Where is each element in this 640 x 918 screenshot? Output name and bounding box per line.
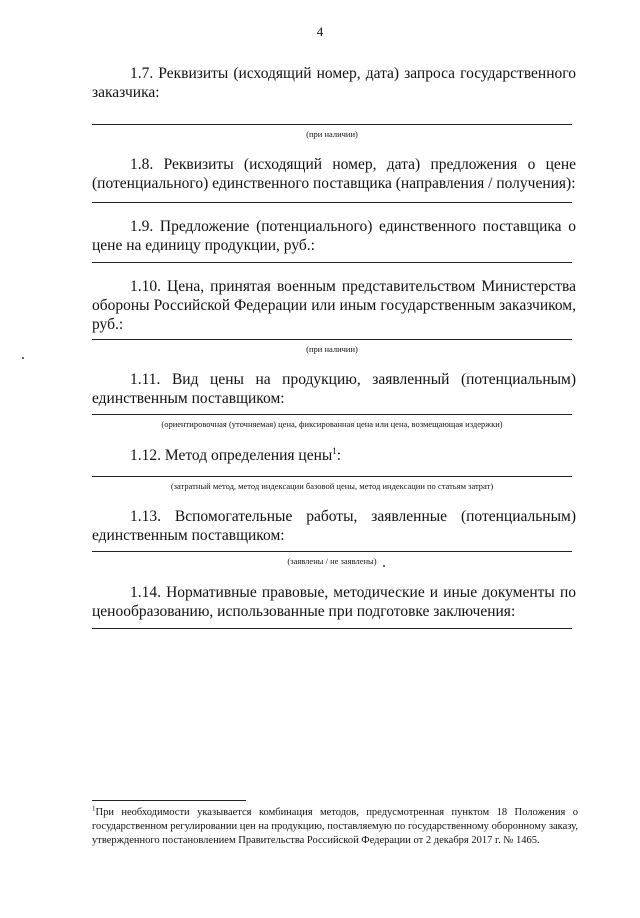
section-1-14-fill-line [92,628,572,629]
page-number: 4 [316,24,324,39]
section-1-10-hint: (при наличии) [306,344,358,354]
footnote-separator [92,800,246,801]
section-1-7-text: 1.7. Реквизиты (исходящий номер, дата) запроса государственного заказчика: [92,65,576,101]
footnote-text: При необходимости указывается комбинация методов, предусмотренная пунктом 18 Положения о государственном регулировании цен на продукцию, поставляемую по государственному оборонному заказу, утвержденного постановлением Правительства Российской Федерации от 2 декабря 2017 г. № 1465. [92,807,578,846]
footnote-mark: 1 [92,804,96,813]
footnote-reference-mark[interactable]: 1 [332,445,337,456]
section-1-11-fill-line [92,414,572,415]
scan-speck [383,565,385,567]
section-1-10-text: 1.10. Цена, принятая военным представительством Министерства обороны Российской Федерации или иным государственным заказчиком, руб.: [92,278,576,333]
section-1-7-fill-line [92,124,572,125]
section-1-10-fill-line [92,339,572,340]
section-1-12-suffix: : [336,447,342,464]
section-1-12-hint: (затратный метод, метод индексации базовой цены, метод индексации по статьям затрат) [170,481,494,491]
section-1-12-label: 1.12. Метод определения цены [130,447,333,464]
section-1-13-fill-line [92,551,572,552]
section-1-12-fill-line [92,476,572,477]
section-1-13-hint: (заявлены / не заявлены) [287,556,377,566]
section-1-11-text: 1.11. Вид цены на продукцию, заявленный (потенциальным) единственным поставщиком: [92,371,576,407]
section-1-8-fill-line [92,202,572,203]
scan-speck [22,357,24,359]
section-1-13-text: 1.13. Вспомогательные работы, заявленные (потенциальным) единственным поставщиком: [92,508,576,544]
section-1-12-text [92,446,576,465]
section-1-9-fill-line [92,262,572,263]
section-1-14-text: 1.14. Нормативные правовые, методические и иные документы по ценообразованию, использованные при подготовке заключения: [92,584,576,620]
section-1-11-hint: (ориентировочная (уточняемая) цена, фиксированная цена или цена, возмещающая издержки) [161,419,503,429]
section-1-8-text: 1.8. Реквизиты (исходящий номер, дата) предложения о цене (потенциального) единственного поставщика (направления / получения): [92,156,576,192]
footnote [92,806,578,848]
section-1-9-text: 1.9. Предложение (потенциального) единственного поставщика о цене на единицу продукции, руб.: [92,218,576,254]
section-1-7-hint: (при наличии) [306,129,358,139]
